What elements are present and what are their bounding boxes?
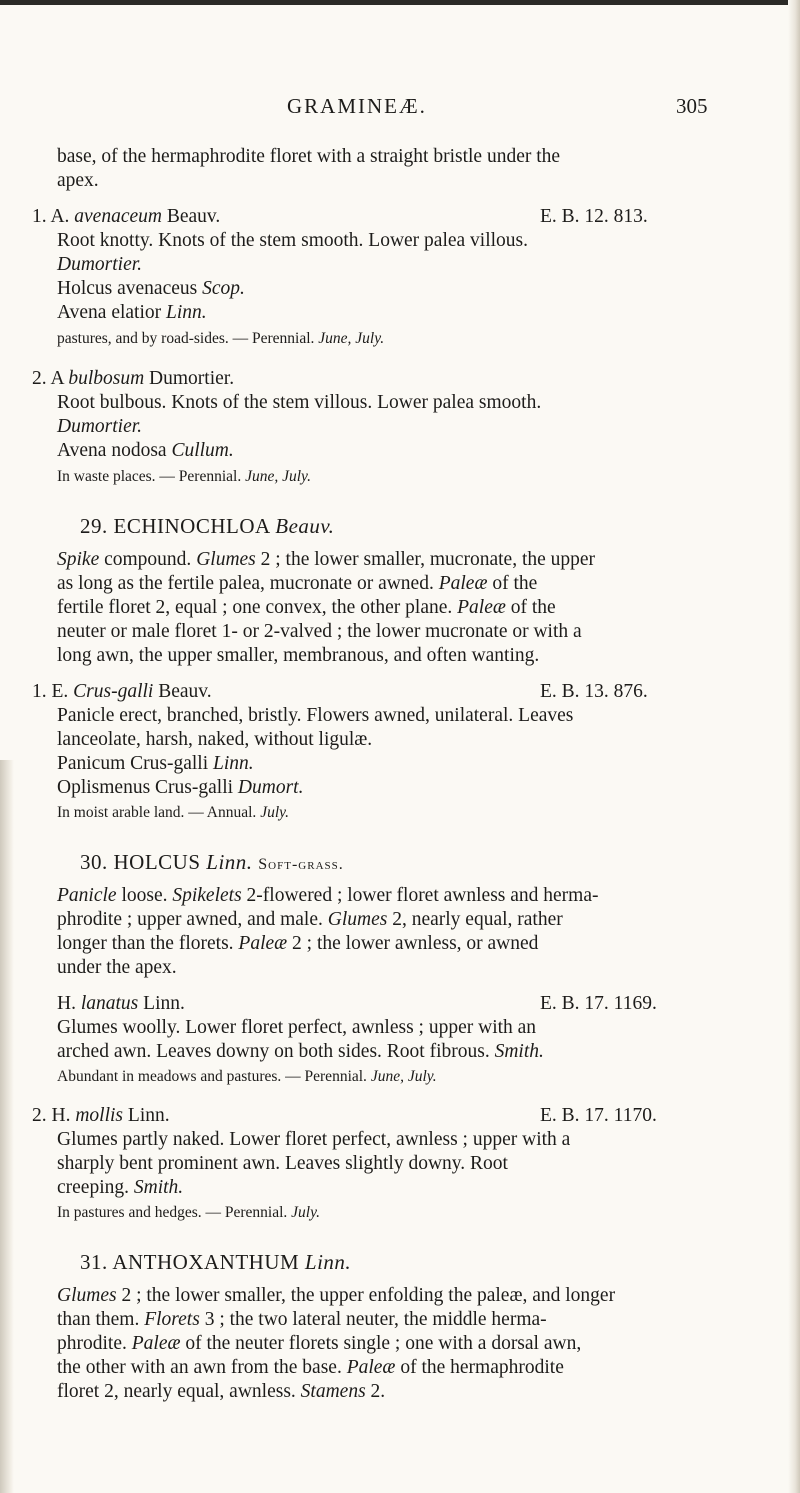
genus-heading: 29. ECHINOCHLOA Beauv. [80, 514, 335, 538]
species-heading: 1. A. avenaceum Beauv. [32, 206, 221, 227]
text-line: base, of the hermaphrodite floret with a straight bristle under the [57, 146, 561, 167]
genus-description: longer than the florets. Paleæ 2 ; the lower awnless, or awned [57, 933, 539, 954]
genus-description: than them. Florets 3 ; the two lateral neuter, the middle herma- [57, 1309, 547, 1330]
synonym: Panicum Crus-galli Linn. [57, 753, 254, 774]
genus-description: Glumes 2 ; the lower smaller, the upper enfolding the paleæ, and longer [57, 1285, 616, 1306]
description: sharply bent prominent awn. Leaves slightly downy. Root [57, 1153, 508, 1174]
reference: E. B. 17. 1169. [540, 993, 657, 1014]
genus-description: as long as the fertile palea, mucronate or awned. Paleæ of the [57, 573, 538, 594]
habitat: pastures, and by road-sides. — Perennial. June, July. [57, 330, 385, 347]
synonym: Avena elatior Linn. [57, 302, 207, 323]
description: Panicle erect, branched, bristly. Flowers awned, unilateral. Leaves [57, 705, 574, 726]
reference: E. B. 12. 813. [540, 206, 648, 227]
habitat: Abundant in meadows and pastures. — Perennial. June, July. [57, 1068, 437, 1085]
habitat: In pastures and hedges. — Perennial. July. [57, 1204, 321, 1221]
genus-description: phrodite ; upper awned, and male. Glumes 2, nearly equal, rather [57, 909, 563, 930]
genus-description: Spike compound. Glumes 2 ; the lower smaller, mucronate, the upper [57, 549, 596, 570]
gutter-shadow [0, 760, 14, 1493]
habitat: In moist arable land. — Annual. July. [57, 804, 290, 821]
synonym: Avena nodosa Cullum. [57, 440, 234, 461]
species-heading: 2. H. mollis Linn. [32, 1105, 170, 1126]
genus-description: under the apex. [57, 957, 177, 978]
genus-description: fertile floret 2, equal ; one convex, the other plane. Paleæ of the [57, 597, 556, 618]
page-edge-shadow [788, 0, 800, 1493]
habitat: In waste places. — Perennial. June, July. [57, 468, 311, 485]
authority: Dumortier. [57, 416, 143, 437]
page-number: 305 [676, 94, 708, 118]
genus-description: the other with an awn from the base. Paleæ of the hermaphrodite [57, 1357, 564, 1378]
genus-heading: 30. HOLCUS Linn. Soft-grass. [80, 850, 344, 874]
synonym: Holcus avenaceus Scop. [57, 278, 245, 299]
description: Root knotty. Knots of the stem smooth. Lower palea villous. [57, 230, 529, 251]
genus-description: long awn, the upper smaller, membranous, and often wanting. [57, 645, 540, 666]
genus-description: floret 2, nearly equal, awnless. Stamens 2. [57, 1381, 386, 1402]
genus-heading: 31. ANTHOXANTHUM Linn. [80, 1250, 352, 1274]
top-border [0, 0, 800, 5]
synonym: Oplismenus Crus-galli Dumort. [57, 777, 304, 798]
text-line: apex. [57, 170, 99, 191]
species-heading: H. lanatus Linn. [57, 993, 185, 1014]
authority: Dumortier. [57, 254, 143, 275]
reference: E. B. 17. 1170. [540, 1105, 657, 1126]
description: Root bulbous. Knots of the stem villous. Lower palea smooth. [57, 392, 542, 413]
description: arched awn. Leaves downy on both sides. Root fibrous. Smith. [57, 1041, 544, 1062]
species-heading: 1. E. Crus-galli Beauv. [32, 681, 212, 702]
genus-description: neuter or male floret 1- or 2-valved ; the lower mucronate or with a [57, 621, 582, 642]
genus-description: Panicle loose. Spikelets 2-flowered ; lower floret awnless and herma- [57, 885, 599, 906]
description: Glumes partly naked. Lower floret perfect, awnless ; upper with a [57, 1129, 571, 1150]
reference: E. B. 13. 876. [540, 681, 648, 702]
description: creeping. Smith. [57, 1177, 184, 1198]
family-title: GRAMINEÆ. [287, 94, 427, 118]
description: lanceolate, harsh, naked, without ligulæ. [57, 729, 373, 750]
description: Glumes woolly. Lower floret perfect, awnless ; upper with an [57, 1017, 537, 1038]
genus-description: phrodite. Paleæ of the neuter florets single ; one with a dorsal awn, [57, 1333, 582, 1354]
running-head [0, 94, 800, 124]
species-heading: 2. A bulbosum Dumortier. [32, 368, 235, 389]
